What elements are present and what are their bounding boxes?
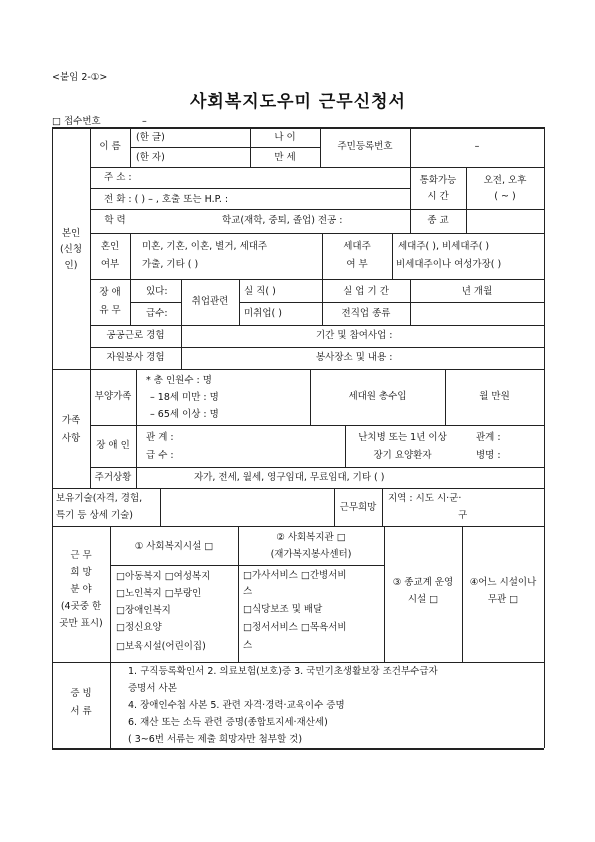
desired-field-label: 근 무: [70, 550, 92, 561]
frame-right: [544, 127, 545, 748]
divider: [52, 488, 544, 489]
documents-label: 증 빙: [70, 688, 92, 699]
householder-options: 세대주( ), 비세대주( ): [398, 241, 490, 252]
divider: [136, 369, 137, 488]
documents-line: ( 3~6번 서류는 제출 희망자만 첨부할 것): [128, 734, 303, 745]
desired-field-label-4: (4곳중 한: [60, 601, 102, 612]
religious-facility-option[interactable]: ③ 종교계 운영: [392, 577, 454, 588]
skills-label-2: 특기 등 상세 기술): [56, 510, 134, 521]
divider: [110, 565, 384, 566]
housing-options: 자가, 전세, 월세, 영구임대, 무료임대, 기타 ( ): [194, 472, 385, 483]
divider: [130, 147, 320, 148]
divider: [52, 369, 544, 370]
divider: [239, 302, 322, 303]
household-income-value: 월 만원: [479, 391, 510, 402]
never-employed-option: 미취업( ): [244, 308, 282, 319]
disabled-grade: 급 수 :: [146, 450, 174, 461]
center-item[interactable]: □식당보조 및 배달: [243, 604, 323, 615]
center-item: 스: [243, 586, 253, 597]
divider: [90, 209, 544, 210]
rrn-label: 주민등록번호: [337, 141, 393, 152]
divider: [90, 467, 544, 468]
divider: [130, 302, 181, 303]
divider: [90, 347, 544, 348]
full-age-label: 만 세: [274, 152, 296, 163]
any-facility-option-2: 무관 □: [487, 594, 519, 605]
divider: [90, 188, 410, 189]
divider: [52, 662, 544, 663]
personal-section-label-2: (신청: [59, 244, 83, 255]
documents-line: 6. 재산 또는 소득 관련 증명(종합토지세·재산세): [128, 717, 328, 728]
divider: [130, 233, 131, 279]
page-title: 사회복지도우미 근무신청서: [190, 92, 406, 112]
marital-label: 혼인: [100, 241, 120, 252]
center-item[interactable]: □정서서비스 □목욕서비: [243, 622, 347, 633]
marital-options-2: 가출, 기타 ( ): [142, 259, 199, 270]
chronic-disease: 병명 :: [476, 450, 501, 461]
chronic-label: 난치병 또는 1년 이상: [358, 432, 447, 443]
divider: [110, 662, 111, 748]
divider: [90, 167, 410, 168]
rrn-dash: –: [474, 141, 480, 152]
desired-region: 지역 : 시도 시·군·: [388, 493, 462, 504]
divider: [466, 209, 467, 233]
unemployed-period-value: 년 개월: [461, 286, 493, 297]
documents-line: 증명서 사본: [128, 683, 177, 694]
name-hanja-label: (한 자): [136, 152, 165, 163]
personal-section-label-3: 인): [64, 260, 78, 271]
divider: [410, 167, 544, 168]
religion-label: 종 교: [427, 215, 449, 226]
volunteer-label: 자원봉사 경험: [106, 352, 165, 363]
unemployed-period-label: 실 업 기 간: [343, 286, 389, 297]
center-item[interactable]: □가사서비스 □간병서비: [243, 570, 347, 581]
divider: [160, 488, 161, 526]
divider: [90, 425, 544, 426]
documents-line: 4. 장애인수첩 사본 5. 관련 자격·경력·교육이수 증명: [128, 700, 345, 711]
dependents-under18: – 18세 미만 : 명: [150, 392, 219, 403]
prev-job-label: 전직업 종류: [341, 308, 391, 319]
frame-top: [52, 127, 544, 129]
welfare-center-option[interactable]: ② 사회복지관 □: [276, 532, 346, 543]
disability-grade: 급수:: [146, 308, 168, 319]
divider: [90, 233, 544, 234]
address-label: 주 소 :: [104, 172, 132, 183]
receipt-number-label: □ 접수번호: [52, 116, 101, 127]
receipt-number-dash: –: [142, 116, 147, 127]
documents-label-2: 서 류: [70, 706, 92, 717]
disabled-family-label: 장 애 인: [96, 440, 130, 451]
family-section-label-2: 사항: [61, 433, 81, 444]
unemployed-option: 실 직( ): [244, 286, 276, 297]
marital-label-2: 여부: [100, 259, 120, 270]
desired-field-label-2: 희 망: [70, 567, 92, 578]
dependents-total: * 총 인원수 : 명: [146, 375, 212, 386]
householder-label-2: 여 부: [346, 259, 368, 270]
divider: [52, 526, 544, 527]
any-facility-option[interactable]: ④어느 시설이나: [469, 577, 537, 588]
chronic-label-2: 장기 요양환자: [373, 450, 432, 461]
divider: [90, 369, 91, 488]
frame-bottom: [52, 748, 544, 750]
education-label: 학 력: [104, 215, 126, 226]
phone-label: 전 화 : ( ) – , 호출 또는 H.P. :: [104, 194, 229, 205]
welfare-facility-option[interactable]: ① 사회복지시설 □: [134, 541, 214, 552]
divider: [392, 233, 393, 279]
desired-region-2: 구: [458, 510, 468, 521]
desired-area-label: 근무희망: [339, 502, 377, 513]
facility-item[interactable]: □노인복지 □부랑인: [116, 588, 202, 599]
housing-label: 주거상황: [94, 472, 132, 483]
disability-label-2: 유 무: [99, 305, 121, 316]
call-time-ampm: 오전, 오후: [483, 175, 527, 186]
facility-item[interactable]: □정신요양: [116, 622, 162, 633]
name-korean-label: (한 글): [136, 132, 165, 143]
call-time-label-2: 시 간: [427, 191, 449, 202]
disabled-relation: 관 계 :: [146, 432, 174, 443]
volunteer-value: 봉사장소 및 내용 :: [316, 352, 393, 363]
public-work-label: 공공근로 경험: [106, 330, 165, 341]
desired-field-label-5: 곳만 표시): [59, 618, 103, 629]
facility-item[interactable]: □보육시설(어린이집): [116, 641, 206, 652]
attachment-label: <붙임 2-①>: [52, 72, 108, 83]
skills-label: 보유기술(자격, 경험,: [56, 493, 143, 504]
facility-item[interactable]: □장애인복지: [116, 605, 171, 616]
personal-section-label: 본인: [61, 228, 81, 239]
disability-label: 장 애: [99, 287, 121, 298]
public-work-value: 기간 및 참여사업 :: [316, 330, 393, 341]
age-label: 나 이: [274, 132, 296, 143]
name-label: 이 름: [99, 141, 121, 152]
household-income-label: 세대원 총수입: [348, 391, 407, 402]
disability-have: 있다:: [146, 286, 168, 297]
divider: [90, 325, 544, 326]
call-time-range: ( ~ ): [494, 191, 516, 202]
dependents-over65: – 65세 이상 : 명: [150, 409, 219, 420]
documents-line: 1. 구직등록확인서 2. 의료보험(보호)증 3. 국민기초생활보장 조건부수급자: [128, 666, 438, 677]
education-value: 학교(재학, 중퇴, 졸업) 전공 :: [222, 215, 343, 226]
desired-field-label-3: 분 야: [70, 584, 92, 595]
divider: [90, 279, 544, 280]
family-section-label: 가족: [61, 415, 81, 426]
religious-facility-option-2: 시설 □: [407, 594, 439, 605]
marital-options: 미혼, 기혼, 이혼, 별거, 세대주: [142, 241, 268, 252]
call-time-label: 통화가능: [419, 175, 457, 186]
center-item: 스: [243, 640, 253, 651]
facility-item[interactable]: □아동복지 □여성복지: [116, 571, 211, 582]
chronic-relation: 관계 :: [476, 432, 501, 443]
dependents-label: 부양가족: [94, 391, 132, 402]
divider: [238, 526, 239, 662]
householder-options-2: 비세대주이나 여성가장( ): [396, 259, 502, 270]
householder-label: 세대주: [343, 241, 371, 252]
divider: [322, 302, 544, 303]
divider: [130, 127, 131, 167]
divider: [322, 233, 323, 279]
divider: [382, 488, 383, 526]
welfare-center-sub: (재가복지봉사센터): [270, 549, 352, 560]
employment-label: 취업관련: [191, 296, 229, 307]
